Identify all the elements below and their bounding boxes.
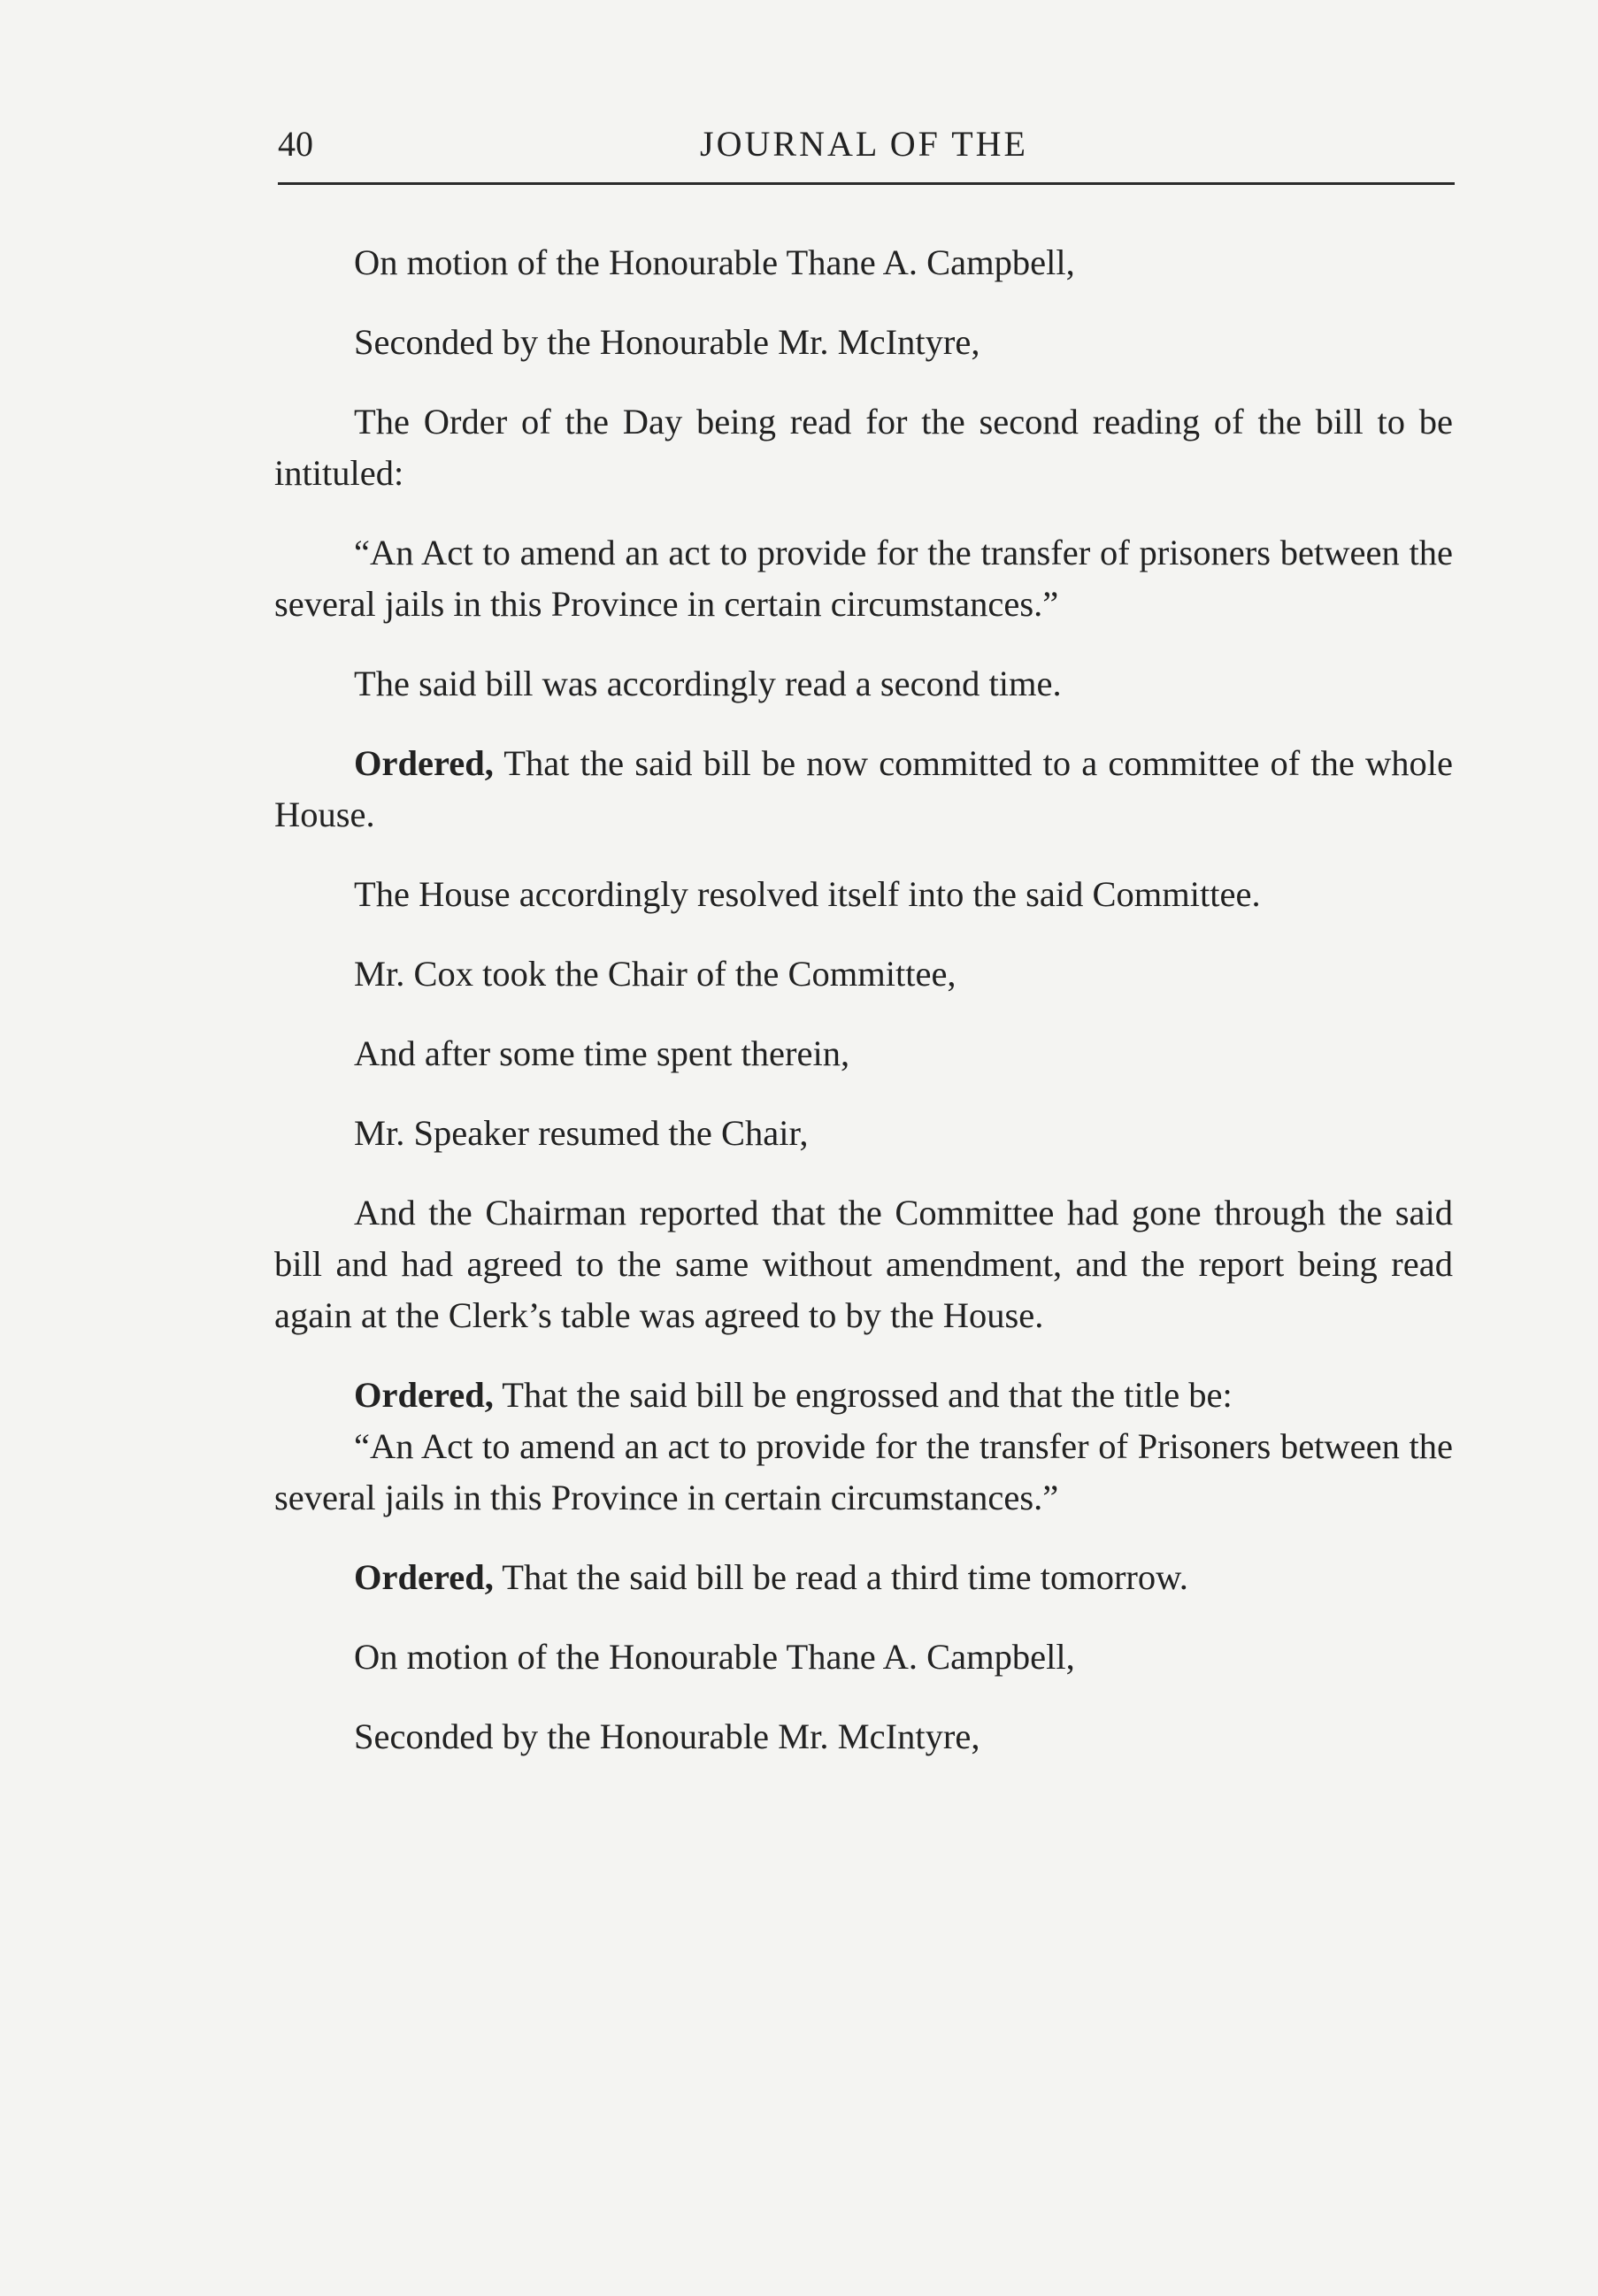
page-number: 40	[278, 124, 313, 164]
paragraph-seconded	[274, 317, 1453, 368]
page-header	[278, 122, 1450, 175]
paragraph-text: The House accordingly resolved itself into the said Committee.	[354, 874, 1261, 914]
paragraph-text: And the Chairman reported that the Committee had gone through the said bill and had agreed to the same without amendment, and the report being read again at the Clerk’s table was agreed to by the House.	[274, 1193, 1453, 1335]
ordered-label: Ordered,	[354, 1557, 494, 1597]
paragraph-text: On motion of the Honourable Thane A. Campbell,	[354, 242, 1075, 282]
header-rule	[278, 182, 1455, 185]
journal-body	[274, 237, 1453, 1791]
ordered-label: Ordered,	[354, 743, 494, 783]
paragraph-ordered-third-reading	[274, 1552, 1453, 1603]
paragraph-text: And after some time spent therein,	[354, 1033, 850, 1073]
paragraph-text: “An Act to amend an act to provide for the transfer of Prisoners between the several jails in this Province in certain circumstances.”	[274, 1426, 1453, 1517]
paragraph-chairman-report	[274, 1187, 1453, 1341]
paragraph-motion-2	[274, 1632, 1453, 1683]
paragraph-text: “An Act to amend an act to provide for the transfer of prisoners between the several jails in this Province in certain circumstances.”	[274, 533, 1453, 624]
paragraph-text: Seconded by the Honourable Mr. McIntyre,	[354, 322, 980, 362]
paragraph-text: Seconded by the Honourable Mr. McIntyre,	[354, 1716, 980, 1756]
paragraph-text: Mr. Cox took the Chair of the Committee,	[354, 954, 956, 994]
paragraph-text: The Order of the Day being read for the second reading of the bill to be intituled:	[274, 402, 1453, 493]
paragraph-text: That the said bill be read a third time tomorrow.	[502, 1557, 1188, 1597]
paragraph-text: On motion of the Honourable Thane A. Campbell,	[354, 1637, 1075, 1677]
paragraph-time-spent	[274, 1028, 1453, 1079]
paragraph-text: That the said bill be engrossed and that the title be:	[502, 1375, 1233, 1415]
paragraph-second-reading	[274, 658, 1453, 710]
paragraph-engrossed-title	[274, 1421, 1453, 1524]
paragraph-motion	[274, 237, 1453, 288]
paragraph-text: Mr. Speaker resumed the Chair,	[354, 1113, 809, 1153]
paragraph-text: The said bill was accordingly read a second time.	[354, 664, 1062, 703]
paragraph-ordered-engrossed	[274, 1370, 1453, 1421]
paragraph-seconded-2	[274, 1711, 1453, 1762]
paragraph-speaker-resumed	[274, 1108, 1453, 1159]
paragraph-bill-title	[274, 527, 1453, 630]
paragraph-chair-taken	[274, 948, 1453, 1000]
running-head: JOURNAL OF THE	[700, 124, 1028, 164]
paragraph-ordered-committed	[274, 738, 1453, 841]
ordered-label: Ordered,	[354, 1375, 494, 1415]
paragraph-house-resolved	[274, 869, 1453, 920]
paragraph-order-of-day	[274, 396, 1453, 499]
paragraph-text: That the said bill be now committed to a committee of the whole House.	[274, 743, 1453, 834]
